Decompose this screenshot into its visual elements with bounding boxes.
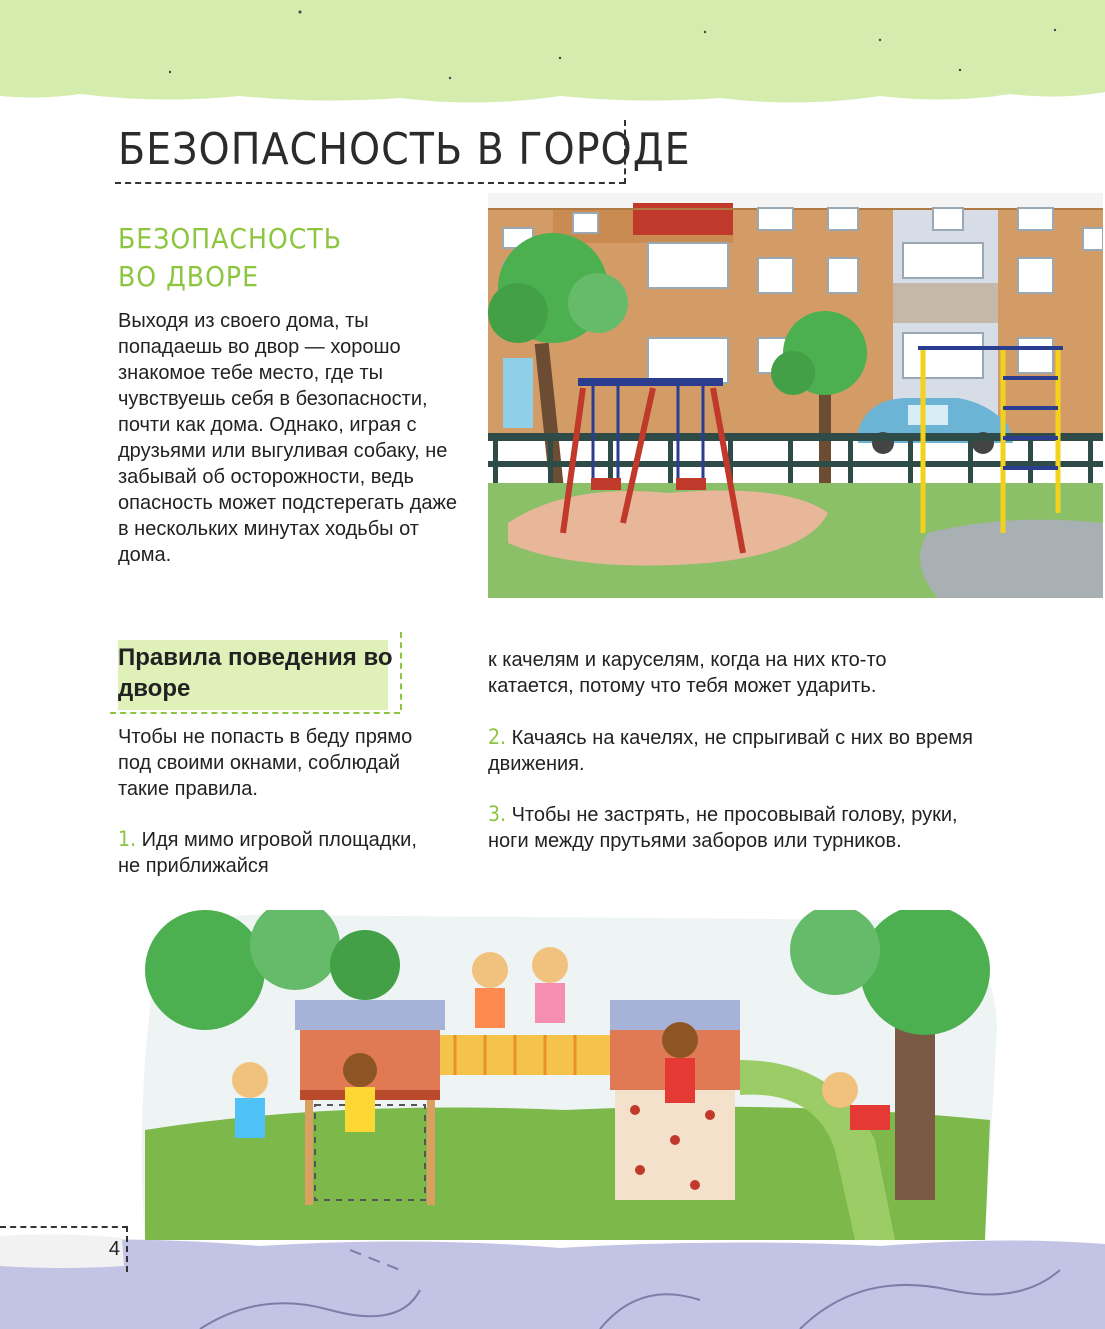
rule-item-1-continued: к качелям и каруселям, когда на них кто-то катается, потому что тебя может ударить.: [488, 649, 887, 697]
intro-paragraph: Выходя из своего дома, ты попадаешь во двор — хорошо знакомое тебе место, где ты чувствуешь себя в безопасности, почти как дома. Однако, играя с друзьями или выгуливая собаку, не забывай об осторожности, ведь опасность может подстерегать даже в нескольких минутах ходьбы от дома.: [118, 310, 458, 566]
rules-heading-underline-dashed: [110, 712, 400, 714]
page-number-side-dashed: [126, 1226, 128, 1272]
page-number-top-dashed: [0, 1226, 128, 1228]
title-underline-dashed: [115, 182, 625, 184]
page-title: БЕЗОПАСНОСТЬ В ГОРОДЕ: [118, 124, 691, 175]
rule-item-3: [488, 801, 988, 854]
bottom-decorative-band: [0, 1230, 1105, 1329]
rules-heading-side-dashed: [400, 632, 402, 710]
courtyard-illustration: [488, 193, 1103, 598]
rule-text: Чтобы не застрять, не просовывай голову, руки, ноги между прутьями заборов или турников.: [488, 804, 958, 852]
top-decorative-band: [0, 0, 1105, 110]
rule-number: 3.: [488, 802, 507, 826]
section-subtitle: [118, 220, 448, 296]
rule-text: Качаясь на качелях, не спрыгивай с них во время движения.: [488, 727, 973, 775]
rule-number: 1.: [118, 827, 137, 851]
page-number: 4: [108, 1238, 120, 1260]
subtitle-line-1: БЕЗОПАСНОСТЬ: [118, 222, 342, 255]
rules-intro: Чтобы не попасть в беду прямо под своими окнами, соблюдай такие правила.: [118, 726, 413, 800]
rule-item-2: [488, 724, 988, 777]
rule-number: 2.: [488, 725, 507, 749]
title-side-dashed: [624, 120, 626, 184]
playground-illustration: [135, 910, 1000, 1255]
rule-text: Идя мимо игровой площадки, не приближайся: [118, 829, 417, 877]
rules-heading: Правила поведения во дворе: [118, 644, 393, 702]
subtitle-line-2: ВО ДВОРЕ: [118, 260, 259, 293]
rule-item-1: [118, 826, 438, 879]
